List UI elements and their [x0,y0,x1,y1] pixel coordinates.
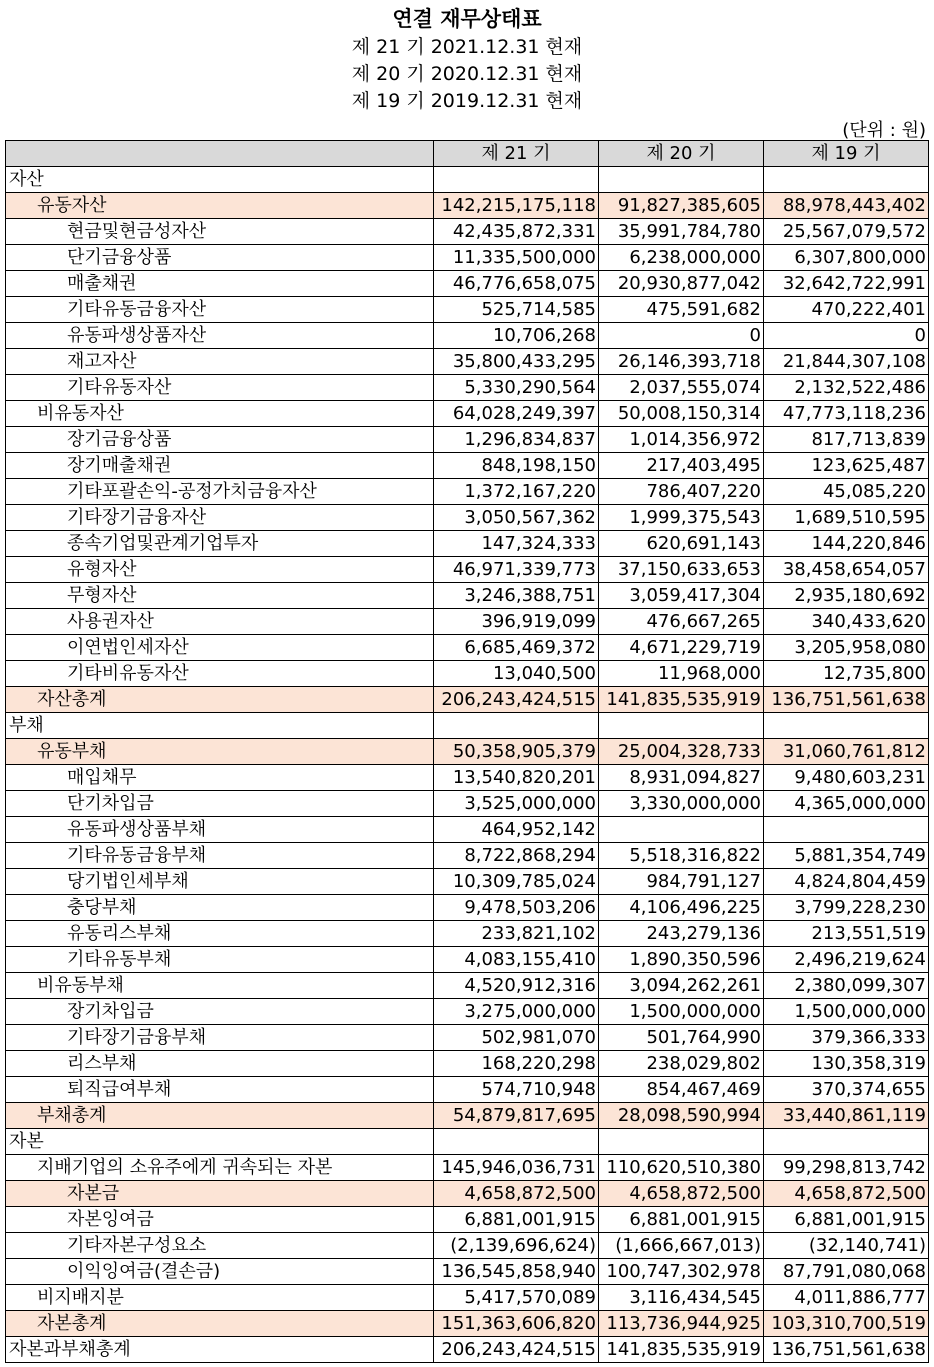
value-period-21: 64,028,249,397 [434,401,599,427]
account-label: 기타유동부채 [6,947,434,973]
account-label: 단기차입금 [6,791,434,817]
value-period-19: 123,625,487 [764,453,929,479]
account-label: 기타포괄손익-공정가치금융자산 [6,479,434,505]
value-period-21: 11,335,500,000 [434,245,599,271]
account-label: 매출채권 [6,271,434,297]
value-period-20: 3,059,417,304 [599,583,764,609]
value-period-19: 4,658,872,500 [764,1181,929,1207]
value-period-21: 3,525,000,000 [434,791,599,817]
value-period-20: 50,008,150,314 [599,401,764,427]
table-row [6,947,929,973]
value-period-19: 12,735,800 [764,661,929,687]
value-period-20 [599,1129,764,1155]
value-period-21: 4,520,912,316 [434,973,599,999]
value-period-19: 32,642,722,991 [764,271,929,297]
value-period-21: 147,324,333 [434,531,599,557]
value-period-19: 38,458,654,057 [764,557,929,583]
value-period-19: 47,773,118,236 [764,401,929,427]
report-header [0,0,934,140]
table-row [6,1129,929,1155]
value-period-19: 103,310,700,519 [764,1311,929,1337]
value-period-21: 35,800,433,295 [434,349,599,375]
value-period-20: 8,931,094,827 [599,765,764,791]
table-row [6,1311,929,1337]
value-period-21: 233,821,102 [434,921,599,947]
value-period-19: 1,689,510,595 [764,505,929,531]
period-line-19: 제 19 기 2019.12.31 현재 [351,90,583,112]
value-period-19: 470,222,401 [764,297,929,323]
table-row [6,739,929,765]
value-period-21: 46,971,339,773 [434,557,599,583]
value-period-21: 574,710,948 [434,1077,599,1103]
value-period-21: 13,040,500 [434,661,599,687]
table-row [6,661,929,687]
account-label: 리스부채 [6,1051,434,1077]
table-row [6,1077,929,1103]
value-period-20: 854,467,469 [599,1077,764,1103]
value-period-20: 6,881,001,915 [599,1207,764,1233]
account-label: 당기법인세부채 [6,869,434,895]
account-label: 기타유동자산 [6,375,434,401]
value-period-21: 145,946,036,731 [434,1155,599,1181]
value-period-20: 1,014,356,972 [599,427,764,453]
value-period-20: 0 [599,323,764,349]
value-period-20: 3,330,000,000 [599,791,764,817]
header-period-21: 제 21 기 [434,141,599,167]
account-label: 유형자산 [6,557,434,583]
unit-label: (단위 : 원) [842,120,926,141]
table-row [6,505,929,531]
value-period-20: 20,930,877,042 [599,271,764,297]
value-period-19: 4,824,804,459 [764,869,929,895]
value-period-19: 2,935,180,692 [764,583,929,609]
account-label: 기타비유동자산 [6,661,434,687]
table-row [6,1233,929,1259]
value-period-19: 2,496,219,624 [764,947,929,973]
header-account [6,141,434,167]
value-period-19: 144,220,846 [764,531,929,557]
account-label: 유동리스부채 [6,921,434,947]
table-row [6,1051,929,1077]
value-period-20: 35,991,784,780 [599,219,764,245]
account-label: 기타유동금융자산 [6,297,434,323]
table-row [6,1207,929,1233]
table-row [6,245,929,271]
report-title: 연결 재무상태표 [392,7,542,31]
value-period-19: 2,380,099,307 [764,973,929,999]
table-row [6,557,929,583]
value-period-19 [764,713,929,739]
period-line-20: 제 20 기 2020.12.31 현재 [351,63,583,85]
value-period-20: 25,004,328,733 [599,739,764,765]
value-period-21 [434,713,599,739]
account-label: 지배기업의 소유주에게 귀속되는 자본 [6,1155,434,1181]
table-row [6,1337,929,1363]
account-label: 기타장기금융자산 [6,505,434,531]
value-period-21: 6,685,469,372 [434,635,599,661]
value-period-20: 238,029,802 [599,1051,764,1077]
value-period-21: 42,435,872,331 [434,219,599,245]
account-label: 부채총계 [6,1103,434,1129]
value-period-20: 4,658,872,500 [599,1181,764,1207]
table-row [6,843,929,869]
account-label: 장기금융상품 [6,427,434,453]
value-period-20: 1,500,000,000 [599,999,764,1025]
value-period-21: 3,050,567,362 [434,505,599,531]
value-period-20: 620,691,143 [599,531,764,557]
value-period-21: 13,540,820,201 [434,765,599,791]
account-label: 기타자본구성요소 [6,1233,434,1259]
value-period-21: 151,363,606,820 [434,1311,599,1337]
value-period-19: 3,799,228,230 [764,895,929,921]
account-label: 무형자산 [6,583,434,609]
value-period-21: 3,246,388,751 [434,583,599,609]
value-period-20 [599,713,764,739]
value-period-21: (2,139,696,624) [434,1233,599,1259]
value-period-20: 786,407,220 [599,479,764,505]
account-label: 장기매출채권 [6,453,434,479]
account-label: 자본 [6,1129,434,1155]
table-row [6,193,929,219]
account-label: 재고자산 [6,349,434,375]
value-period-21: 5,330,290,564 [434,375,599,401]
table-row [6,609,929,635]
table-row [6,531,929,557]
table-row [6,1181,929,1207]
account-label: 매입채무 [6,765,434,791]
value-period-19: 136,751,561,638 [764,1337,929,1363]
value-period-20: 100,747,302,978 [599,1259,764,1285]
account-label: 유동부채 [6,739,434,765]
value-period-21: 4,083,155,410 [434,947,599,973]
value-period-19: 4,365,000,000 [764,791,929,817]
value-period-21: 54,879,817,695 [434,1103,599,1129]
value-period-21: 525,714,585 [434,297,599,323]
value-period-19: 3,205,958,080 [764,635,929,661]
account-label: 유동파생상품부채 [6,817,434,843]
period-line-21: 제 21 기 2021.12.31 현재 [351,36,583,58]
account-label: 사용권자산 [6,609,434,635]
account-label: 비유동부채 [6,973,434,999]
table-row [6,375,929,401]
value-period-21: 9,478,503,206 [434,895,599,921]
table-row [6,479,929,505]
value-period-19: 99,298,813,742 [764,1155,929,1181]
value-period-21: 502,981,070 [434,1025,599,1051]
value-period-20: 2,037,555,074 [599,375,764,401]
value-period-20: 3,116,434,545 [599,1285,764,1311]
account-label: 비지배지분 [6,1285,434,1311]
value-period-20: 1,890,350,596 [599,947,764,973]
table-row [6,713,929,739]
table-row [6,271,929,297]
value-period-21: 142,215,175,118 [434,193,599,219]
value-period-19: 0 [764,323,929,349]
header-period-19: 제 19 기 [764,141,929,167]
value-period-19: 25,567,079,572 [764,219,929,245]
account-label: 부채 [6,713,434,739]
table-row [6,921,929,947]
value-period-20: 26,146,393,718 [599,349,764,375]
account-label: 이익잉여금(결손금) [6,1259,434,1285]
value-period-20: 113,736,944,925 [599,1311,764,1337]
value-period-19: 87,791,080,068 [764,1259,929,1285]
value-period-20: (1,666,667,013) [599,1233,764,1259]
value-period-21: 10,309,785,024 [434,869,599,895]
value-period-21: 396,919,099 [434,609,599,635]
table-row [6,765,929,791]
value-period-20: 28,098,590,994 [599,1103,764,1129]
value-period-21: 1,372,167,220 [434,479,599,505]
value-period-19: 213,551,519 [764,921,929,947]
value-period-21: 46,776,658,075 [434,271,599,297]
account-label: 유동파생상품자산 [6,323,434,349]
account-label: 자본금 [6,1181,434,1207]
value-period-19: 21,844,307,108 [764,349,929,375]
account-label: 장기차입금 [6,999,434,1025]
table-row [6,635,929,661]
value-period-21 [434,1129,599,1155]
value-period-19 [764,1129,929,1155]
table-row [6,895,929,921]
table-row [6,999,929,1025]
value-period-20: 1,999,375,543 [599,505,764,531]
value-period-19: 6,307,800,000 [764,245,929,271]
value-period-20: 141,835,535,919 [599,687,764,713]
account-label: 자본과부채총계 [6,1337,434,1363]
value-period-19: 2,132,522,486 [764,375,929,401]
value-period-20: 5,518,316,822 [599,843,764,869]
account-label: 단기금융상품 [6,245,434,271]
table-row [6,323,929,349]
value-period-20: 37,150,633,653 [599,557,764,583]
table-row [6,1103,929,1129]
account-label: 유동자산 [6,193,434,219]
value-period-19 [764,167,929,193]
account-label: 퇴직급여부채 [6,1077,434,1103]
value-period-21: 10,706,268 [434,323,599,349]
value-period-21: 168,220,298 [434,1051,599,1077]
account-label: 기타장기금융부채 [6,1025,434,1051]
table-row [6,1155,929,1181]
value-period-20: 11,968,000 [599,661,764,687]
table-row [6,817,929,843]
value-period-21: 206,243,424,515 [434,687,599,713]
table-row [6,219,929,245]
value-period-20 [599,167,764,193]
account-label: 자본잉여금 [6,1207,434,1233]
value-period-20: 501,764,990 [599,1025,764,1051]
table-row [6,869,929,895]
account-label: 이연법인세자산 [6,635,434,661]
account-label: 자산 [6,167,434,193]
value-period-19: 130,358,319 [764,1051,929,1077]
value-period-21: 6,881,001,915 [434,1207,599,1233]
value-period-19: 370,374,655 [764,1077,929,1103]
value-period-20: 475,591,682 [599,297,764,323]
value-period-20: 110,620,510,380 [599,1155,764,1181]
value-period-21: 8,722,868,294 [434,843,599,869]
table-row [6,297,929,323]
value-period-19 [764,817,929,843]
value-period-20: 243,279,136 [599,921,764,947]
value-period-19: (32,140,741) [764,1233,929,1259]
value-period-21: 848,198,150 [434,453,599,479]
value-period-20: 6,238,000,000 [599,245,764,271]
value-period-21: 206,243,424,515 [434,1337,599,1363]
table-row [6,1285,929,1311]
table-header-row [6,141,929,167]
table-row [6,349,929,375]
value-period-20: 141,835,535,919 [599,1337,764,1363]
value-period-21 [434,167,599,193]
table-row [6,453,929,479]
value-period-20 [599,817,764,843]
value-period-19: 379,366,333 [764,1025,929,1051]
value-period-21: 4,658,872,500 [434,1181,599,1207]
value-period-19: 88,978,443,402 [764,193,929,219]
table-row [6,791,929,817]
value-period-19: 1,500,000,000 [764,999,929,1025]
value-period-19: 31,060,761,812 [764,739,929,765]
table-row [6,687,929,713]
value-period-21: 1,296,834,837 [434,427,599,453]
account-label: 충당부채 [6,895,434,921]
value-period-20: 91,827,385,605 [599,193,764,219]
table-row [6,1025,929,1051]
value-period-19: 4,011,886,777 [764,1285,929,1311]
table-row [6,427,929,453]
value-period-21: 3,275,000,000 [434,999,599,1025]
table-row [6,583,929,609]
header-period-20: 제 20 기 [599,141,764,167]
account-label: 비유동자산 [6,401,434,427]
value-period-21: 5,417,570,089 [434,1285,599,1311]
table-row [6,973,929,999]
value-period-20: 984,791,127 [599,869,764,895]
account-label: 현금및현금성자산 [6,219,434,245]
table-row [6,401,929,427]
value-period-19: 5,881,354,749 [764,843,929,869]
value-period-19: 340,433,620 [764,609,929,635]
value-period-20: 476,667,265 [599,609,764,635]
value-period-19: 136,751,561,638 [764,687,929,713]
value-period-20: 4,671,229,719 [599,635,764,661]
value-period-19: 9,480,603,231 [764,765,929,791]
value-period-19: 6,881,001,915 [764,1207,929,1233]
value-period-21: 464,952,142 [434,817,599,843]
table-row [6,167,929,193]
account-label: 기타유동금융부채 [6,843,434,869]
table-row [6,1259,929,1285]
value-period-21: 50,358,905,379 [434,739,599,765]
value-period-19: 45,085,220 [764,479,929,505]
value-period-20: 217,403,495 [599,453,764,479]
account-label: 종속기업및관계기업투자 [6,531,434,557]
account-label: 자본총계 [6,1311,434,1337]
value-period-19: 817,713,839 [764,427,929,453]
balance-sheet-table [5,140,929,1363]
value-period-20: 3,094,262,261 [599,973,764,999]
account-label: 자산총계 [6,687,434,713]
value-period-19: 33,440,861,119 [764,1103,929,1129]
value-period-20: 4,106,496,225 [599,895,764,921]
value-period-21: 136,545,858,940 [434,1259,599,1285]
